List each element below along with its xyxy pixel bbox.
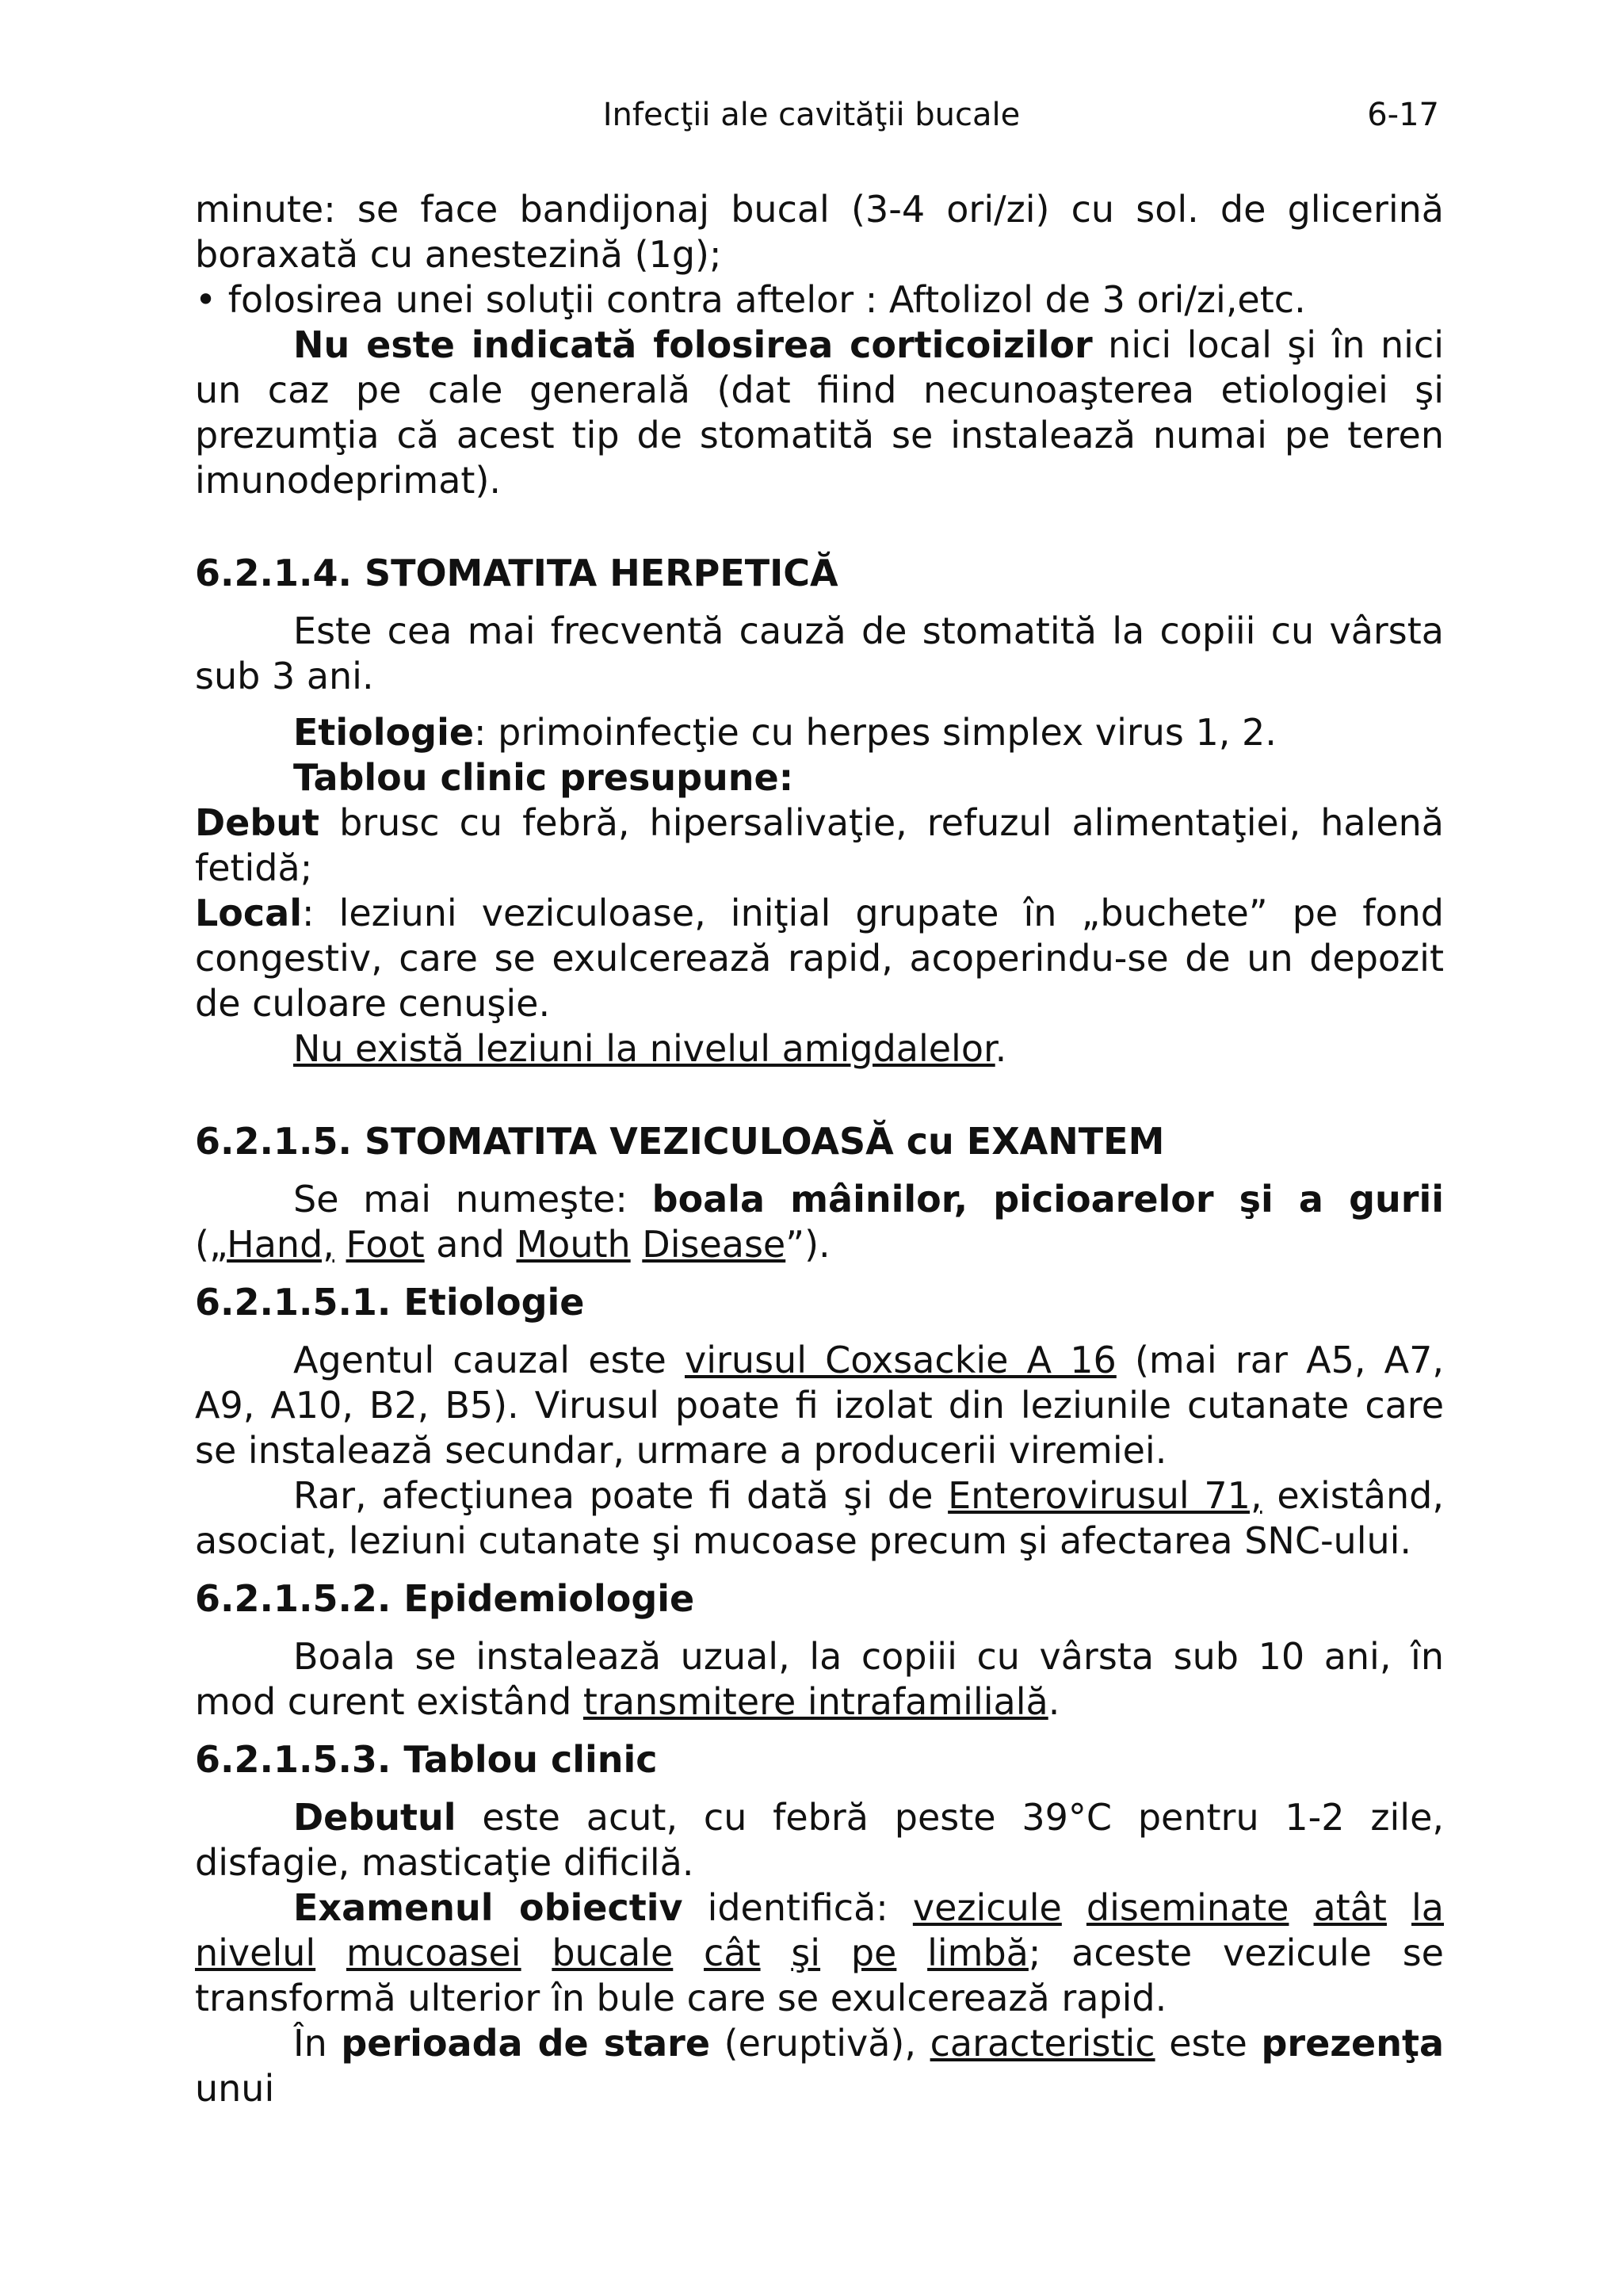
bold-label: Etiologie	[293, 711, 475, 754]
paragraph: Examenul obiectiv identifică: vezicule diseminate atât la nivelul mucoasei bucale cât şi pe limbă; aceste vezicule se transformă ulterior în bule care se exulcerează rapid.	[195, 1886, 1444, 2019]
page-number: 6-17	[1367, 97, 1439, 133]
subsection-heading: 6.2.1.5.2. Epidemiologie	[195, 1577, 695, 1620]
paragraph: minute: se face bandijonaj bucal (3-4 ori/zi) cu sol. de glicerină boraxată cu anestezină (1g);	[195, 188, 1444, 276]
bold-phrase: Nu este indicată folosirea corticoizilor	[293, 323, 1093, 366]
underlined-phrase: Enterovirusul 71,	[948, 1474, 1262, 1517]
bold-label: Debut	[195, 801, 320, 844]
bold-phrase: boala mâinilor, picioarelor şi a gurii	[651, 1178, 1444, 1221]
paragraph: Este cea mai frecventă cauză de stomatită la copiii cu vârsta sub 3 ani.	[195, 609, 1444, 697]
bold-label: Local	[195, 892, 302, 934]
paragraph: În perioada de stare (eruptivă), caracteristic este prezenţa unui	[195, 2022, 1445, 2110]
header-title: Infecţii ale cavităţii bucale	[602, 97, 1021, 133]
bold-phrase: prezenţa	[1261, 2022, 1445, 2065]
bullet-item	[195, 277, 1444, 323]
bold-phrase: Debutul	[293, 1796, 456, 1839]
etiology-line: Etiologie: primoinfecţie cu herpes simplex virus 1, 2.	[293, 711, 1277, 754]
underlined-phrase: transmitere intrafamilială	[582, 1680, 1048, 1723]
clinic-label: Tablou clinic presupune:	[293, 756, 794, 799]
paragraph: Rar, afecţiunea poate fi dată şi de Enterovirusul 71, existând, asociat, leziuni cutanate şi mucoase precum şi afectarea SNC-ului.	[195, 1474, 1444, 1562]
bullet-icon: •	[195, 278, 217, 321]
subsection-heading: 6.2.1.5.1. Etiologie	[195, 1281, 585, 1324]
note-line: Nu există leziuni la nivelul amigdalelor.	[293, 1027, 1007, 1070]
paragraph: Debutul este acut, cu febră peste 39°C pentru 1-2 zile, disfagie, masticaţie dificilă.	[195, 1796, 1444, 1884]
paragraph: Agentul cauzal este virusul Coxsackie A 16 (mai rar A5, A7, A9, A10, B2, B5). Virusul poate fi izolat din leziunile cutanate care se instalează secundar, urmare a producerii viremiei.	[195, 1339, 1444, 1472]
section-heading: 6.2.1.5. STOMATITA VEZICULOASĂ cu EXANTEM	[195, 1120, 1165, 1163]
underlined-phrase: virusul Coxsackie A 16	[685, 1339, 1117, 1381]
bullet-text: folosirea unei soluţii contra aftelor : Aftolizol de 3 ori/zi,etc.	[227, 278, 1306, 321]
paragraph: Nu este indicată folosirea corticoizilor nici local şi în nici un caz pe cale generală (dat fiind necunoaşterea etiologiei şi prezumţia că acest tip de stomatită se instalează numai pe teren imunodeprimat).	[195, 323, 1444, 502]
page-body	[195, 187, 1444, 2111]
debut-line: Debut brusc cu febră, hipersalivaţie, refuzul alimentaţiei, halenă fetidă;	[195, 801, 1444, 889]
paragraph: Boala se instalează uzual, la copiii cu vârsta sub 10 ani, în mod curent existând transmitere intrafamilială.	[195, 1635, 1444, 1723]
paragraph: Se mai numeşte: boala mâinilor, picioarelor şi a gurii („Hand, Foot and Mouth Disease”).	[195, 1178, 1444, 1266]
subsection-heading: 6.2.1.5.3. Tablou clinic	[195, 1738, 658, 1781]
bold-phrase: Examenul obiectiv	[293, 1886, 683, 1929]
running-header	[0, 97, 1623, 144]
underlined-phrase: Nu există leziuni la nivelul amigdalelor	[293, 1027, 995, 1070]
bold-phrase: perioada de stare	[341, 2022, 711, 2065]
section-heading: 6.2.1.4. STOMATITA HERPETICĂ	[195, 552, 838, 594]
local-paragraph: Local: leziuni veziculoase, iniţial grupate în „buchete” pe fond congestiv, care se exulcerează rapid, acoperindu-se de un depozit de culoare cenuşie.	[195, 892, 1444, 1025]
